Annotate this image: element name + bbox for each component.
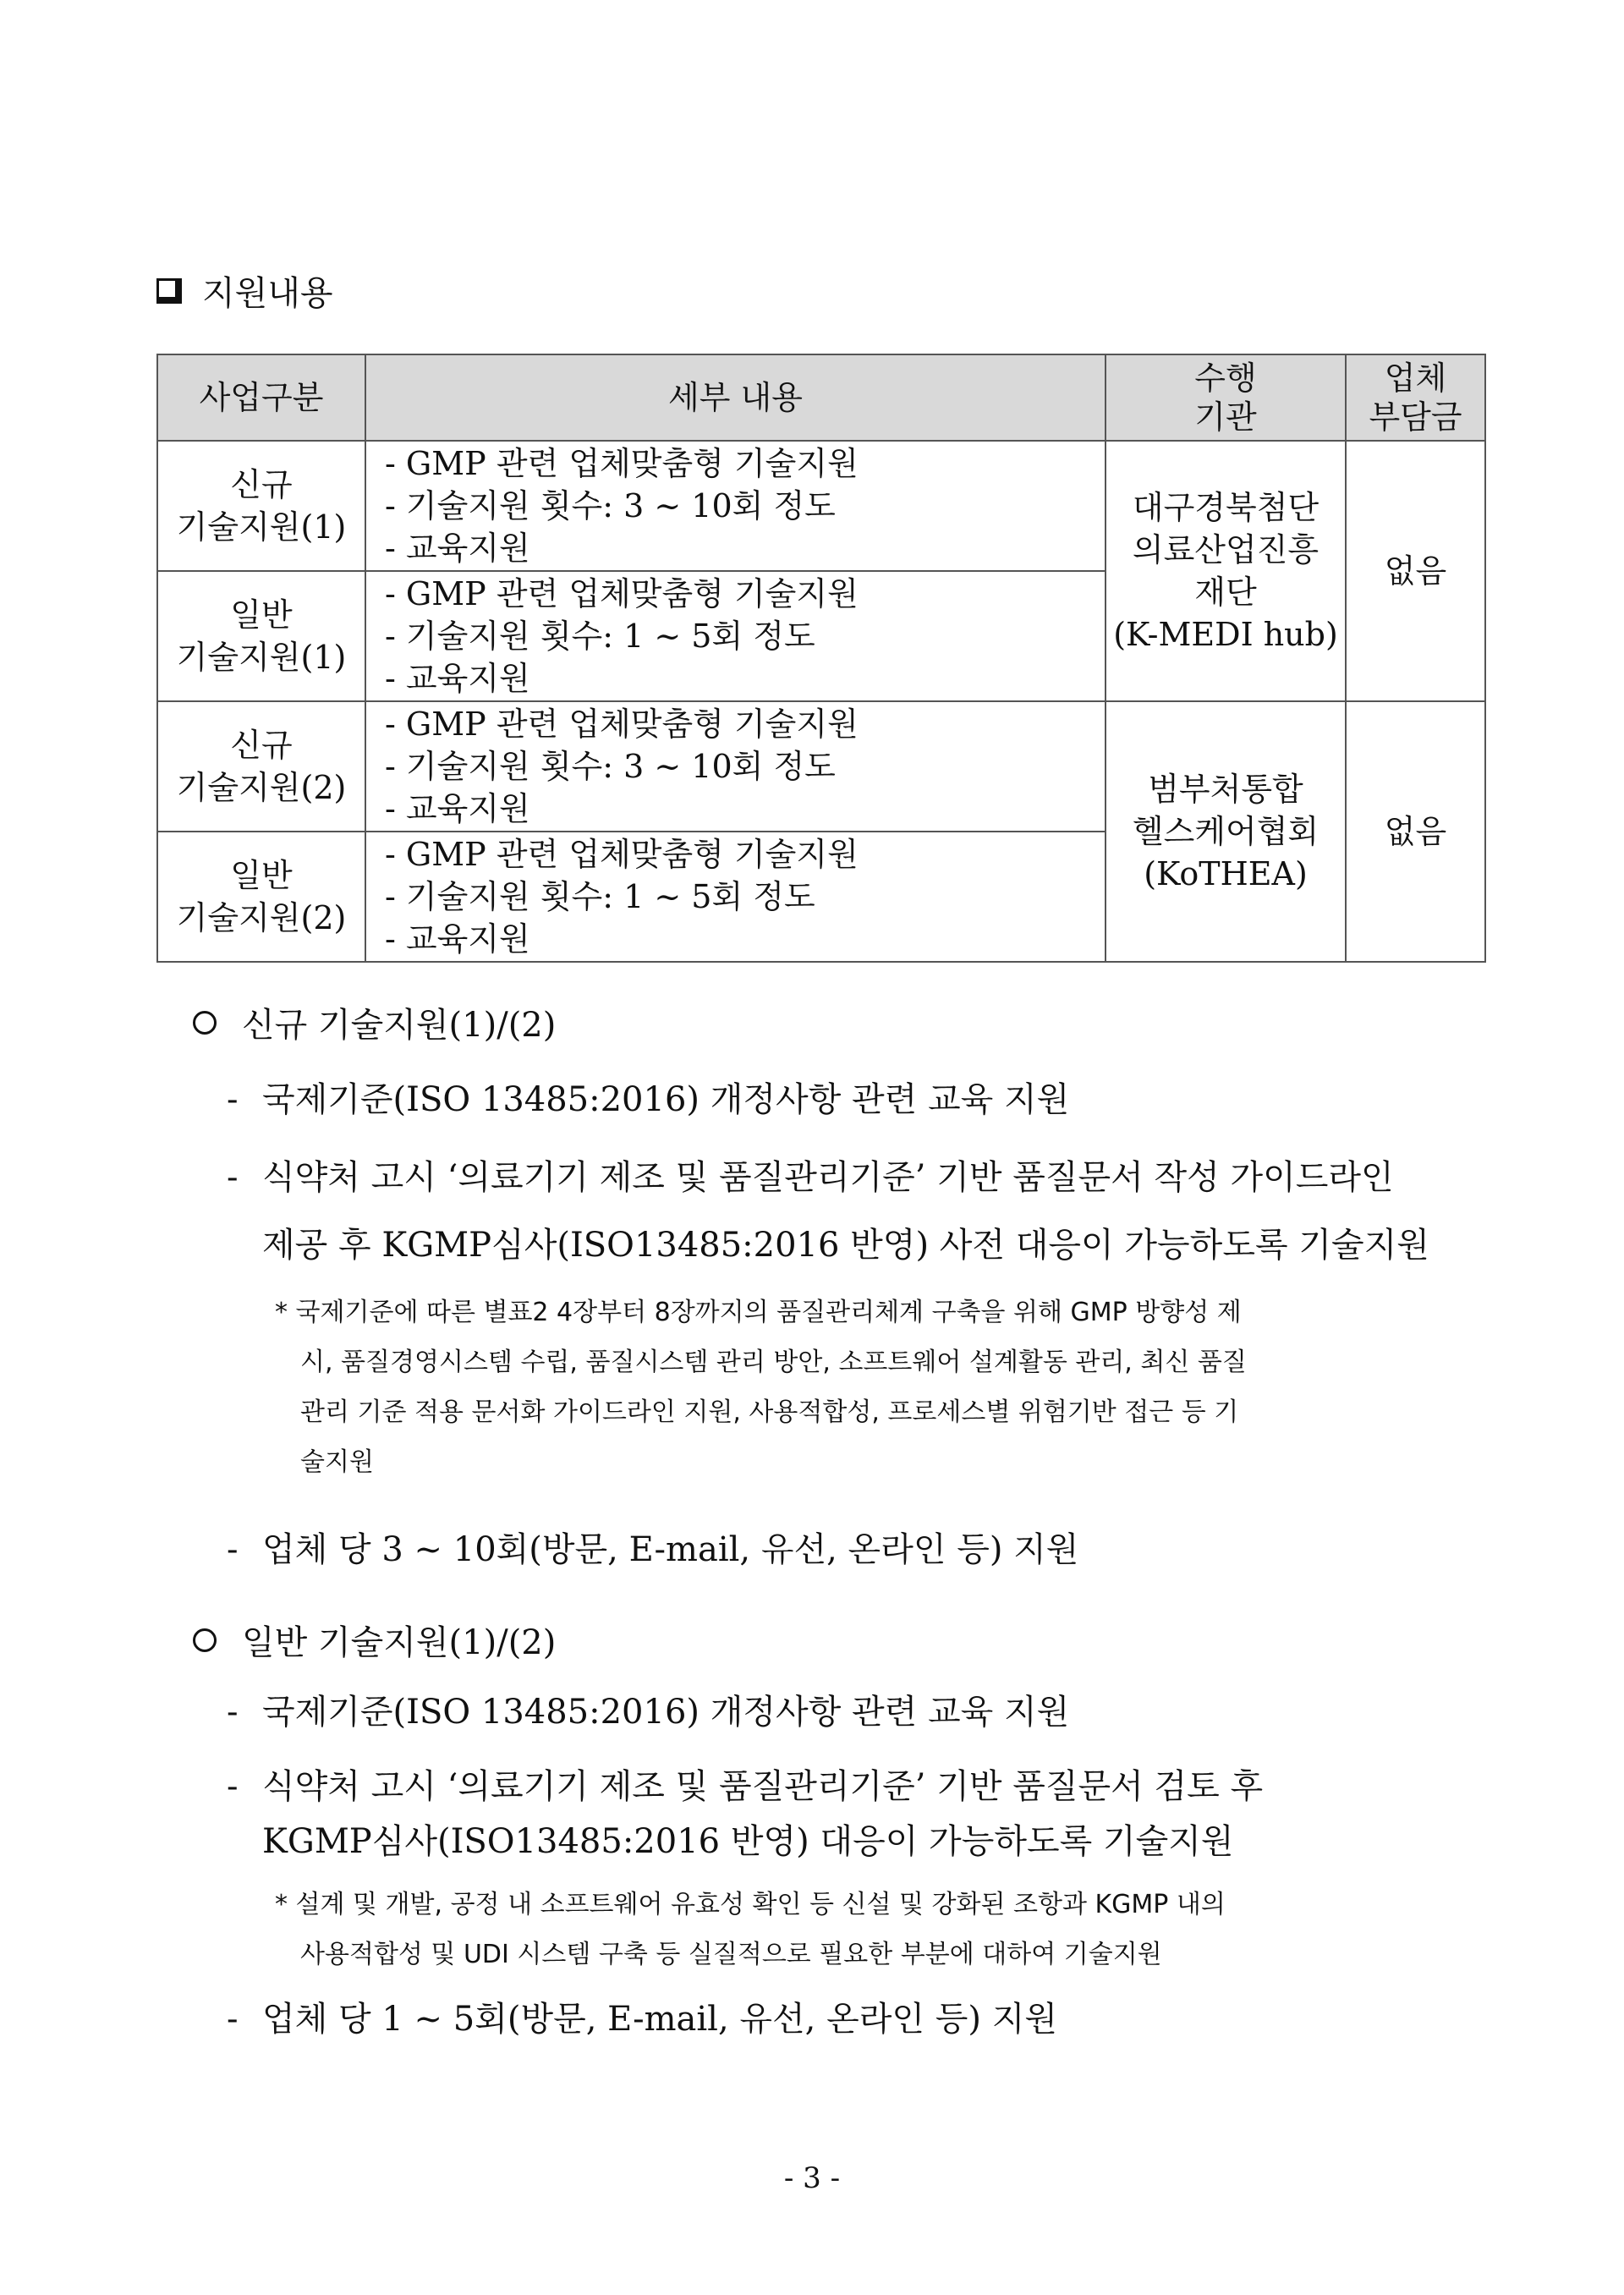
new-support-item bbox=[227, 1073, 1069, 1121]
category-line1: 일반 bbox=[230, 596, 293, 634]
general-support-heading bbox=[193, 1616, 556, 1664]
category-line2: 기술지원(1) bbox=[176, 508, 347, 546]
header-org-line1: 수행 bbox=[1194, 360, 1257, 397]
org-line: 헬스케어협회 bbox=[1132, 813, 1320, 850]
detail-line: - GMP 관련 업체맞춤형 기술지원 bbox=[385, 706, 859, 743]
new-support-note bbox=[275, 1288, 1247, 1487]
dash-bullet: - bbox=[227, 1530, 239, 1569]
general-support-note bbox=[275, 1880, 1226, 1979]
general-support-item bbox=[227, 1992, 1057, 2040]
new-support-item-text: 식약처 고시 ‘의료기기 제조 및 품질관리기준’ 기반 품질문서 작성 가이드라인 bbox=[262, 1158, 1394, 1197]
header-org-line2: 기관 bbox=[1194, 398, 1257, 436]
circle-bullet-icon bbox=[193, 1011, 217, 1035]
detail-line: - 교육지원 bbox=[385, 790, 530, 827]
general-support-item-text: 식약처 고시 ‘의료기기 제조 및 품질관리기준’ 기반 품질문서 검토 후 bbox=[262, 1767, 1264, 1806]
detail-line: - 기술지원 횟수: 3 ~ 10회 정도 bbox=[385, 487, 836, 524]
org-line: 대구경북첨단 bbox=[1132, 489, 1320, 526]
detail-cell bbox=[365, 832, 1106, 962]
new-support-heading-text: 신규 기술지원(1)/(2) bbox=[242, 1006, 557, 1045]
dash-bullet: - bbox=[227, 1767, 239, 1806]
fee-cell: 없음 bbox=[1346, 701, 1485, 962]
org-line: (K-MEDI hub) bbox=[1113, 616, 1338, 653]
page-number: - 3 - bbox=[783, 2161, 841, 2195]
detail-cell bbox=[365, 441, 1106, 571]
note-line: 관리 기준 적용 문서화 가이드라인 지원, 사용적합성, 프로세스별 위험기반 접근 등 기 bbox=[300, 1397, 1239, 1427]
note-line: 술지원 bbox=[300, 1447, 374, 1477]
org-line: 재단 bbox=[1194, 574, 1257, 611]
checkbox-bullet-icon bbox=[156, 278, 182, 304]
detail-line: - 기술지원 횟수: 1 ~ 5회 정도 bbox=[385, 878, 815, 915]
detail-line: - 기술지원 횟수: 1 ~ 5회 정도 bbox=[385, 618, 815, 655]
general-support-item-continuation: KGMP심사(ISO13485:2016 반영) 대응이 가능하도록 기술지원 bbox=[262, 1822, 1234, 1861]
new-support-item-text: 국제기준(ISO 13485:2016) 개정사항 관련 교육 지원 bbox=[262, 1080, 1070, 1119]
org-line: 범부처통합 bbox=[1148, 771, 1303, 808]
general-support-item-text: 국제기준(ISO 13485:2016) 개정사항 관련 교육 지원 bbox=[262, 1693, 1070, 1732]
header-org bbox=[1106, 354, 1346, 441]
note-line: * 설계 및 개발, 공정 내 소프트웨어 유효성 확인 등 신설 및 강화된 조항과 KGMP 내의 bbox=[275, 1890, 1226, 1919]
detail-line: - GMP 관련 업체맞춤형 기술지원 bbox=[385, 445, 859, 482]
new-support-item-continuation: 제공 후 KGMP심사(ISO13485:2016 반영) 사전 대응이 가능하도록 기술지원 bbox=[262, 1226, 1429, 1265]
new-support-heading bbox=[193, 998, 556, 1046]
category-line2: 기술지원(2) bbox=[176, 769, 347, 806]
category-cell bbox=[157, 832, 365, 962]
new-support-item bbox=[227, 1150, 1394, 1199]
general-support-item bbox=[227, 1760, 1263, 1808]
category-line2: 기술지원(1) bbox=[176, 639, 347, 676]
general-support-heading-text: 일반 기술지원(1)/(2) bbox=[242, 1623, 557, 1662]
circle-bullet-icon bbox=[193, 1628, 217, 1652]
category-cell bbox=[157, 441, 365, 571]
detail-cell bbox=[365, 701, 1106, 832]
header-fee bbox=[1346, 354, 1485, 441]
table-row bbox=[157, 701, 1485, 832]
category-line1: 신규 bbox=[230, 466, 293, 503]
detail-line: - 교육지원 bbox=[385, 920, 530, 958]
detail-cell bbox=[365, 571, 1106, 701]
org-cell bbox=[1106, 441, 1346, 701]
fee-cell: 없음 bbox=[1346, 441, 1485, 701]
org-line: 의료산업진흥 bbox=[1132, 531, 1320, 568]
org-cell bbox=[1106, 701, 1346, 962]
header-category: 사업구분 bbox=[157, 354, 365, 441]
detail-line: - 교육지원 bbox=[385, 660, 530, 697]
org-line: (KoTHEA) bbox=[1144, 855, 1308, 892]
category-line2: 기술지원(2) bbox=[176, 899, 347, 936]
category-cell bbox=[157, 701, 365, 832]
note-line: 시, 품질경영시스템 수립, 품질시스템 관리 방안, 소프트웨어 설계활동 관리, 최신 품질 bbox=[300, 1348, 1247, 1377]
general-support-item-text: 업체 당 1 ~ 5회(방문, E-mail, 유선, 온라인 등) 지원 bbox=[262, 2000, 1057, 2039]
detail-line: - GMP 관련 업체맞춤형 기술지원 bbox=[385, 575, 859, 612]
dash-bullet: - bbox=[227, 1080, 239, 1119]
note-line: * 국제기준에 따른 별표2 4장부터 8장까지의 품질관리체계 구축을 위해 GMP 방향성 제 bbox=[275, 1298, 1242, 1327]
dash-bullet: - bbox=[227, 2000, 239, 2039]
new-support-item bbox=[227, 1523, 1078, 1571]
table-row bbox=[157, 441, 1485, 571]
detail-line: - 교육지원 bbox=[385, 530, 530, 567]
header-detail: 세부 내용 bbox=[365, 354, 1106, 441]
header-fee-line2: 부담금 bbox=[1369, 398, 1462, 436]
header-fee-line1: 업체 bbox=[1384, 360, 1447, 397]
section-heading bbox=[156, 266, 333, 315]
category-line1: 신규 bbox=[230, 727, 293, 764]
general-support-item bbox=[227, 1685, 1069, 1733]
detail-line: - GMP 관련 업체맞춤형 기술지원 bbox=[385, 836, 859, 873]
table-header-row bbox=[157, 354, 1485, 441]
dash-bullet: - bbox=[227, 1158, 239, 1197]
note-line: 사용적합성 및 UDI 시스템 구축 등 실질적으로 필요한 부분에 대하여 기술지원 bbox=[300, 1940, 1162, 1969]
detail-line: - 기술지원 횟수: 3 ~ 10회 정도 bbox=[385, 748, 836, 785]
category-cell bbox=[157, 571, 365, 701]
category-line1: 일반 bbox=[230, 857, 293, 894]
dash-bullet: - bbox=[227, 1693, 239, 1732]
new-support-item-text: 업체 당 3 ~ 10회(방문, E-mail, 유선, 온라인 등) 지원 bbox=[262, 1530, 1079, 1569]
section-title-text: 지원내용 bbox=[202, 274, 333, 313]
support-table bbox=[156, 354, 1486, 963]
